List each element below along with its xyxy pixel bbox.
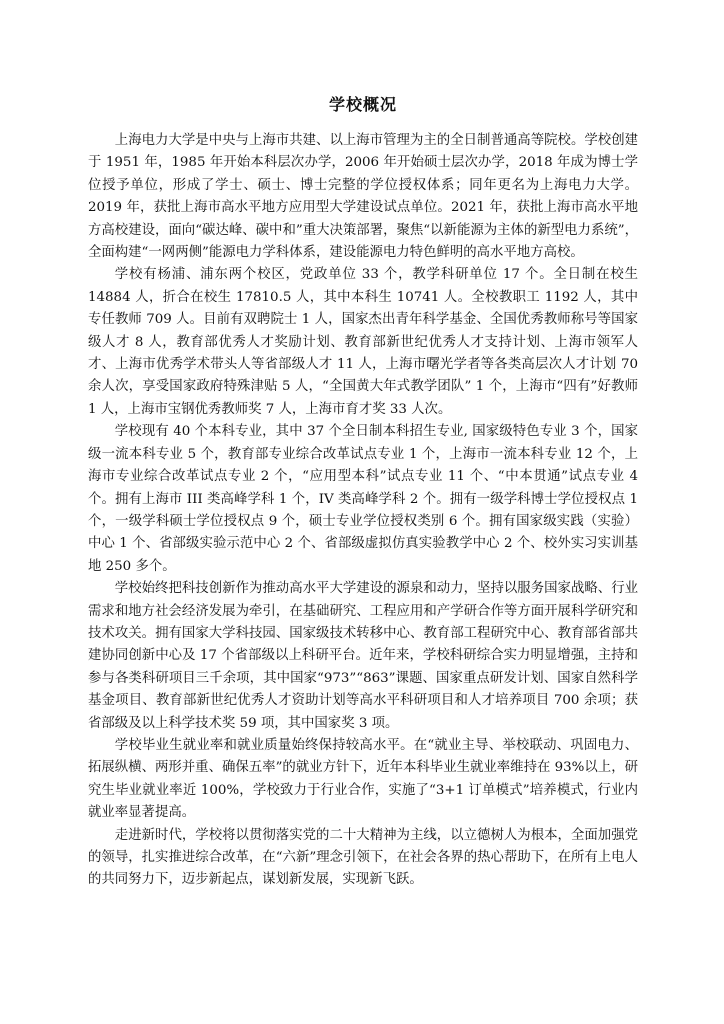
paragraph-campus-staff: 学校有杨浦、浦东两个校区，党政单位 33 个，教学科研单位 17 个。全日制在校生 14884 人，折合在校生 17810.5 人，其中本科生 10741 人。全校教职工 1192 人，其中专任教师 709 人。目前有双聘院士 1 人，国家杰出青年科学基金、全国优秀教师称号等国家级人才 8 人，教育部优秀人才奖励计划、教育部新世纪优秀人才支持计划、上海市领军人才、上海市优秀学术带头人等省部级人才 11 人，上海市曙光学者等各类高层次人才计划 70 余人次，享受国家政府特殊津贴 5 人，“全国黄大年式教学团队” 1 个，上海市“四有”好教师 1 人，上海市宝钢优秀教师奖 7 人，上海市育才奖 33 人次。 (88, 267, 638, 417)
paragraph-majors-disciplines: 学校现有 40 个本科专业，其中 37 个全日制本科招生专业, 国家级特色专业 3 个，国家级一流本科专业 5 个，教育部专业综合改革试点专业 1 个，上海市一流本科专业 12 个，上海市专业综合改革试点专业 2 个，“应用型本科”试点专业 11 个、“中本贯通”试点专业 4 个。拥有上海市 III 类高峰学科 1 个，IV 类高峰学科 2 个。拥有一级学科博士学位授权点 1 个，一级学科硕士学位授权点 9 个，硕士专业学位授权类别 6 个。拥有国家级实践（实验）中心 1 个、省部级实验示范中心 2 个、省部级虚拟仿真实验教学中心 2 个、校外实习实训基地 250 多个。 (88, 424, 638, 574)
page-title: 学校概况 (328, 95, 397, 114)
paragraph-overview: 上海电力大学是中央与上海市共建、以上海市管理为主的全日制普通高等院校。学校创建于 1951 年，1985 年开始本科层次办学，2006 年开始硕士层次办学，2018 年成为博士学位授予单位，形成了学士、硕士、博士完整的学位授权体系；同年更名为上海电力大学。2019 年，获批上海市高水平地方应用型大学建设试点单位。2021 年，获批上海市高水平地方高校建设，面向“碳达峰、碳中和”重大决策部署，聚焦“以新能源为主体的新型电力系统”，全面构建“一网两侧”能源电力学科体系，建设能源电力特色鲜明的高水平地方高校。 (88, 133, 638, 261)
paragraph-research: 学校始终把科技创新作为推动高水平大学建设的源泉和动力，坚持以服务国家战略、行业需求和地方社会经济发展为牵引，在基础研究、工程应用和产学研合作等方面开展科学研究和技术攻关。拥有国家大学科技园、国家级技术转移中心、教育部工程研究中心、教育部省部共建协同创新中心及 17 个省部级以上科研平台。近年来，学校科研综合实力明显增强，主持和参与各类科研项目三千余项，其中国家“973”“863”课题、国家重点研发计划、国家自然科学基金项目、教育部新世纪优秀人才资助计划等高水平科研项目和人才培养项目 700 余项；获省部级及以上科学技术奖 59 项，其中国家奖 3 项。 (88, 581, 638, 731)
paragraph-employment: 学校毕业生就业率和就业质量始终保持较高水平。在“就业主导、举校联动、巩固电力、拓展纵横、两形并重、确保五率”的就业方针下，近年本科毕业生就业率维持在 93%以上，研究生毕业就业率近 100%，学校致力于行业合作，实施了“3+1 订单模式”培养模式，行业内就业率显著提高。 (88, 737, 638, 821)
paragraph-new-era: 走进新时代，学校将以贯彻落实党的二十大精神为主线，以立德树人为根本，全面加强党的领导，扎实推进综合改革，在“六新”理念引领下，在社会各界的热心帮助下，在所有上电人的共同努力下，迈步新起点，谋划新发展，实现新飞跃。 (88, 827, 638, 888)
